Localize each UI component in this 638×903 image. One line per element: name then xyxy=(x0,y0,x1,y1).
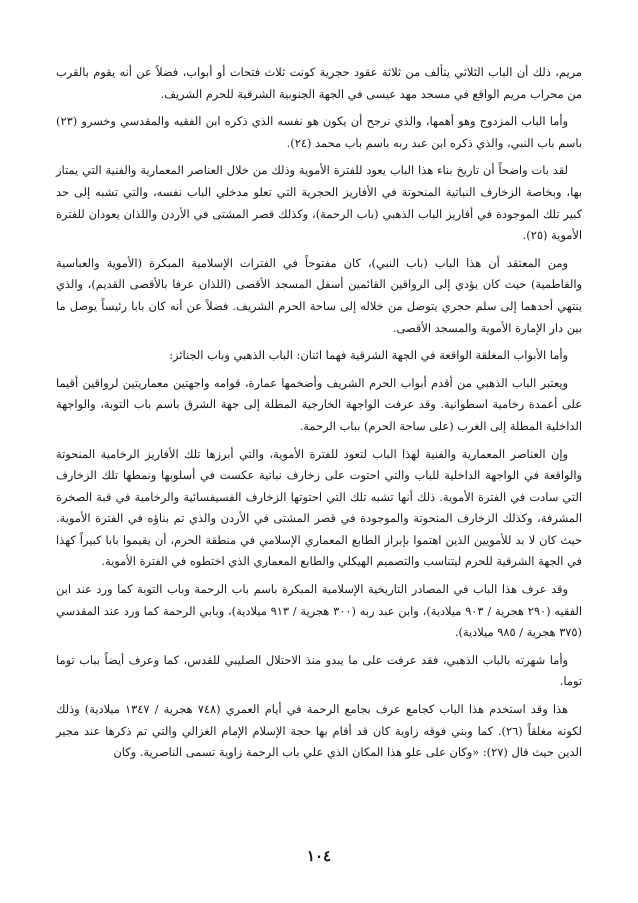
paragraph-2: وأما الباب المزدوج وهو أهمها، والذي نرجح أن يكون هو نفسه الذي ذكره ابن الفقيه والمقدسي وخسرو (٢٣) باسم باب النبي، والذي ذكره ابن عبد ربه باسم باب محمد (٢٤). xyxy=(56,114,582,150)
paragraph-3: لقد بات واضحاً أن تاريخ بناء هذا الباب يعود للفترة الأموية وذلك من خلال العناصر المعمارية والفنية التي يمتاز بها، وبخاصة الزخارف النباتية المنحوتة في الأفاريز الحجرية التي تعلو مدخلي الباب نفسه، والتي تشبه إلى حد كبير تلك الموجودة في أفاريز الباب الذهبي (باب الرحمة)، وكذلك قصر المشتى في الأردن واللذان يعودان للفترة الأموية (٢٥). xyxy=(56,163,582,243)
paragraph-9: وأما شهرته بالباب الذهبي، فقد عرفت على ما يبدو منذ الاحتلال الصليبي للقدس، كما وعرف أيضاً بباب توما توما. xyxy=(56,652,582,689)
paragraph-10: هذا وقد استخدم هذا الباب كجامع عرف بجامع الرحمة في أيام العمري (٧٤٨ هجرية / ١٣٤٧ ميلادية) وذلك لكونه مغلقاً (٢٦). كما وبني فوقه زاوية كان قد أقام بها حجة الإسلام الإمام الغزالي والتي تم ذكرها عند مجير الدين حيث قال (٢٧): «وكان على علو هذا المكان الذي علي باب الرحمة زاوية تسمى الناصرية. وكان xyxy=(56,702,582,760)
paragraph-5: وأما الأبواب المغلقة الواقعة في الجهة الشرقية فهما اثنان: الباب الذهبي وباب الجنائز: xyxy=(169,348,568,363)
paragraph-7: وإن العناصر المعمارية والفنية لهذا الباب لتعود للفترة الأموية، والتي أبرزها تلك الأفاريز الرخامية المنحوتة والواقعة في الواجهة الداخلية للباب والتي احتوت على زخارف نباتية عكست في أسلوبها ونمطها تلك الزخارف التي سادت في الفترة الأموية. ذلك أنها تشبه تلك التي احتوتها الزخارف الفسيفسائية والرخامية في قبة الصخرة المشرفة، وكذلك الزخارف المنحوتة والموجودة في قصر المشتى في الأردن والذي تم بناؤه في الفترة الأموية. حيث كان لا بد للأمويين الذين اهتموا بإبراز الطابع المعماري الإسلامي في منطقة الحرم، أن يقيموا بابا كبيراً كهذا في الجهة الشرقية للحرم ليتناسب والتصميم الهيكلي والطابع المعماري الذي اختطوه في الفترة الأموية. xyxy=(56,446,582,569)
paragraph-1: مريم، ذلك أن الباب الثلاثي يتألف من ثلاثة عقود حجرية كونت ثلاث فتحات أو أبواب، فضلاً عن أنه يقوم بالقرب من محراب مريم الواقع في مسجد مهد عيسى في الجهة الجنوبية الشرقية للحرم الشريف. xyxy=(56,65,582,101)
paragraph-8: وقد عرف هذا الباب في المصادر التاريخية الإسلامية المبكرة باسم باب الرحمة وباب التوبة كما ورد عند ابن الفقيه (٢٩٠ هجرية / ٩٠٣ ميلادية)، وابن عبد ربه (٣٠٠ هجرية / ٩١٣ ميلادية)، وبابي الرحمة كما ورد عند المقدسي (٣٧٥ هجرية / ٩٨٥ ميلادية). xyxy=(56,582,583,640)
paragraph-6: ويعتبر الباب الذهبي من أقدم أبواب الحرم الشريف وأضخمها عمارة، قوامه واجهتين معماريتين لرواقين أقيما على أعمدة رخامية اسطوانية. وقد عرفت الواجهة الخارجية المطلة إلى جهة الشرق باسم باب التوبة، والواجهة الداخلية المطلة إلى الغرب (على ساحة الحرم) بباب الرحمة. xyxy=(56,375,582,433)
page-number: ١٠٤ xyxy=(306,847,332,865)
paragraph-4: ومن المعتقد أن هذا الباب (باب النبي)، كان مفتوحاً في الفترات الإسلامية المبكرة (الأموية والعباسية والفاطمية) حيث كان يؤدي إلى الرواقين القائمين أسفل المسجد الأقصى (اللذان عرفا بالأقصى القديم)، والذي ينتهي أحدهما إلى سلم حجري يتوصل من خلاله إلى ساحة الحرم الشريف. فضلاً عن أنه كان بابا رئيساً يوصل ما بين دار الإمارة الأموية والمسجد الأقصى. xyxy=(56,255,582,335)
